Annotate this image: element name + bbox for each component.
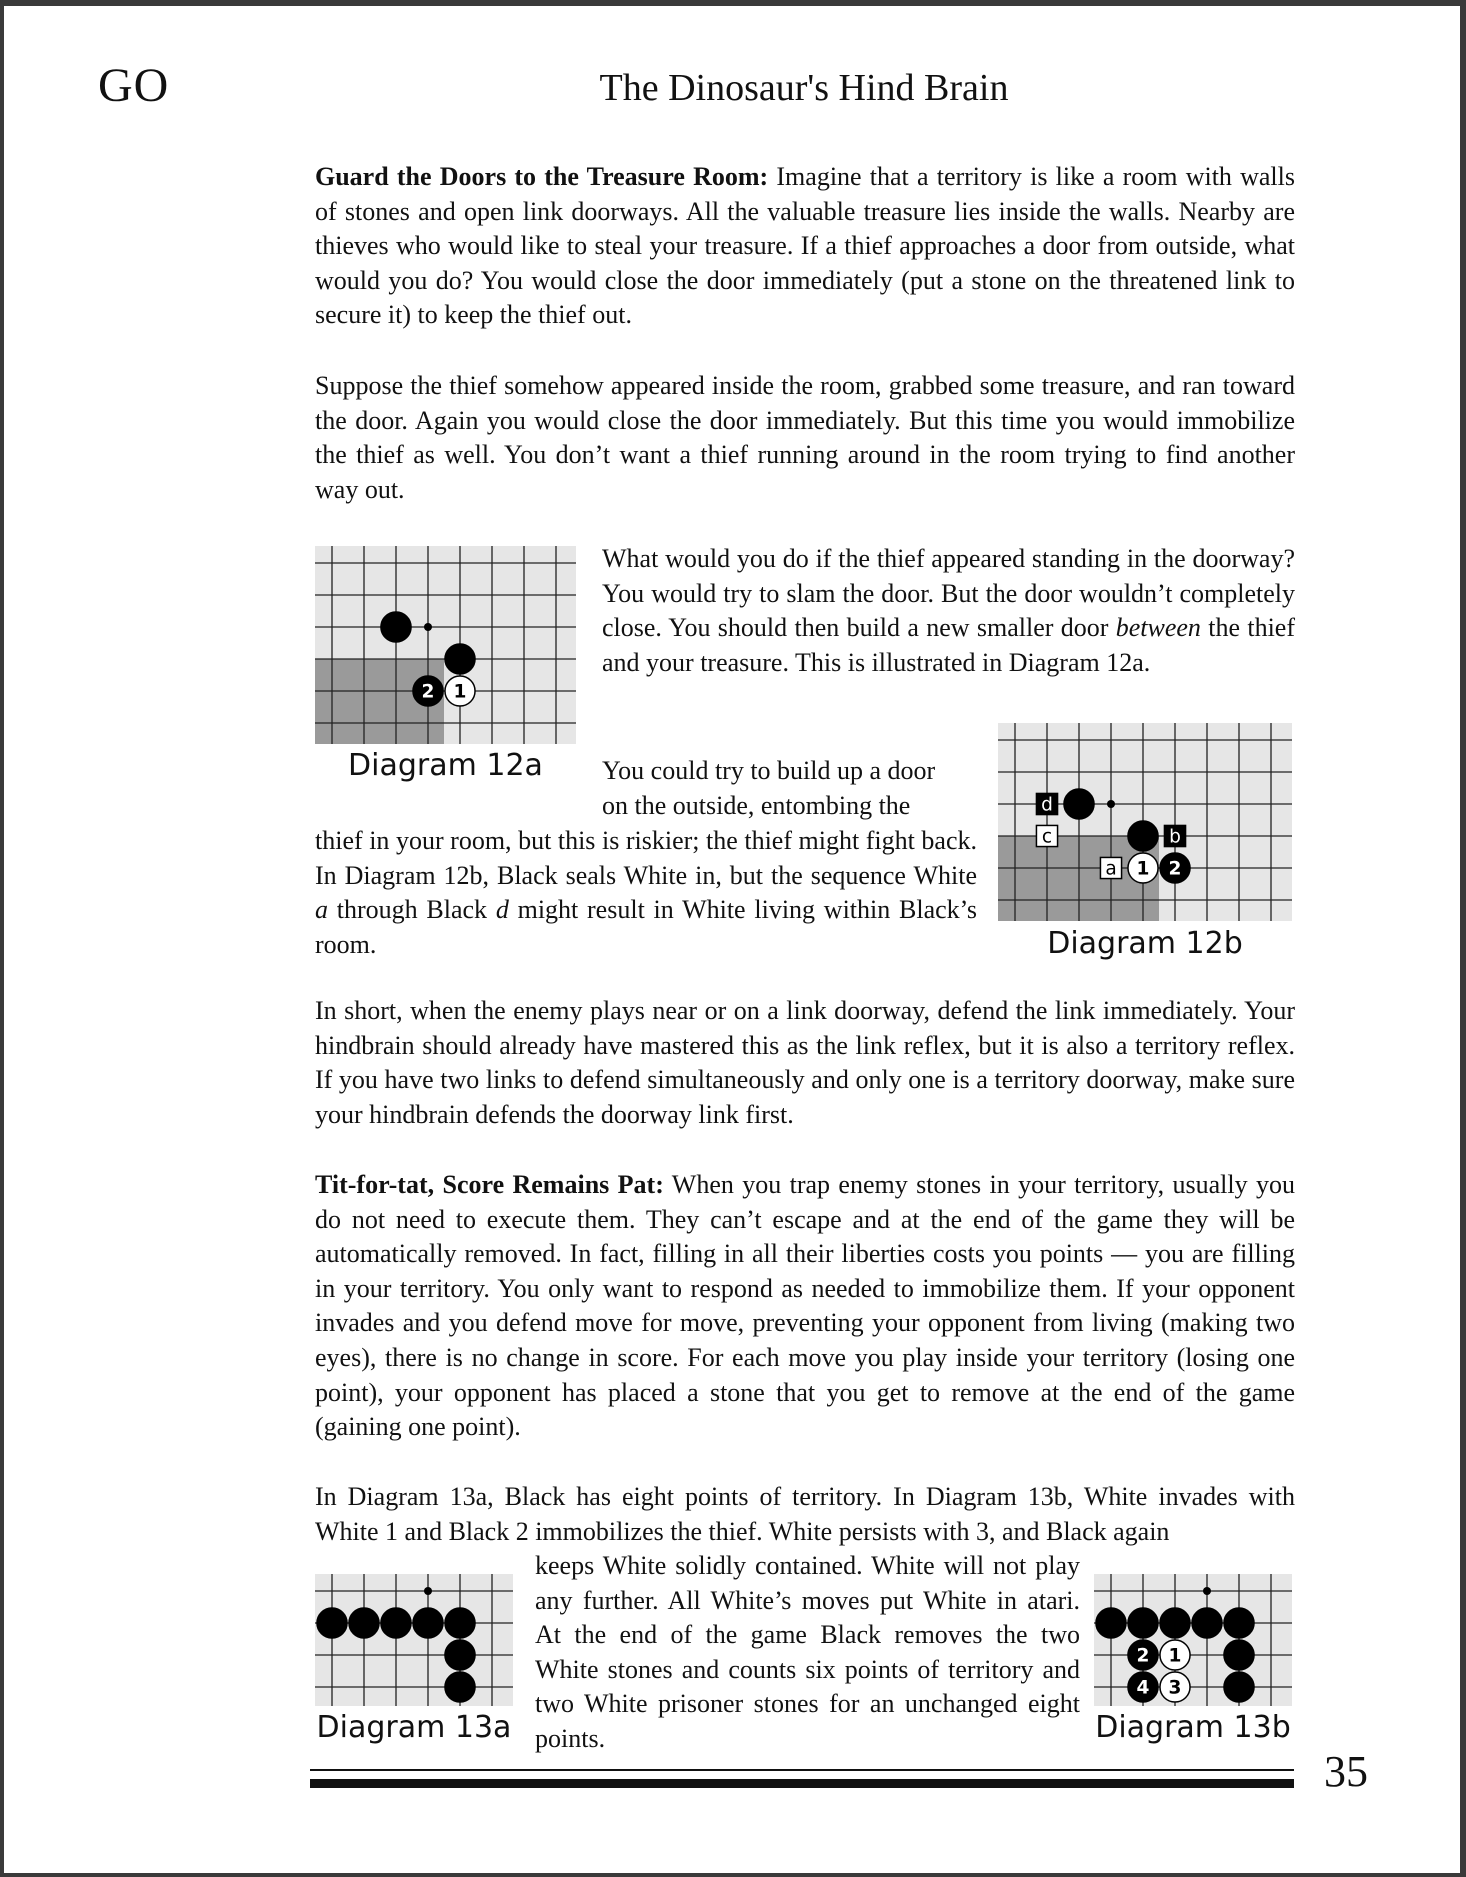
black-stone xyxy=(1224,1672,1254,1702)
paragraph-tit-for-tat: Tit-for-tat, Score Remains Pat: When you trap enemy stones in your territory, usually you do not need to execute them. They can’t escape and at the end of the game they will be automatically removed. In fact, filling in all their liberties costs you points — you are filling in your territory. You only want to respond as needed to immobilize them. If your opponent invades and you defend move for move, preventing your opponent from living (making two eyes), there is no change in score. For each move you play inside your territory (losing one point), your opponent has placed a stone that you get to remove at the end of the game (gaining one point). xyxy=(315,1170,1296,1442)
diagram-12b-board xyxy=(998,723,1292,921)
link-dot xyxy=(1107,800,1115,808)
chapter-title: The Dinosaur's Hind Brain xyxy=(599,67,1009,109)
paragraph-diagram-13-narrow: keeps White solidly contained. White will not play any further. All White’s moves put White in atari. At the end of the game Black removes the two White stones and counts six points of territory and two White prisoner stones for an unchanged eight points. xyxy=(535,1551,1080,1753)
footer-rule-thick xyxy=(310,1779,1294,1788)
point-label-letter: b xyxy=(1169,826,1181,848)
black-stone xyxy=(445,1608,475,1638)
footer-rule-thin xyxy=(310,1769,1294,1771)
black-stone xyxy=(381,612,411,642)
black-stone xyxy=(1128,1608,1158,1638)
stone-move-number: 4 xyxy=(1136,1677,1150,1699)
black-stone xyxy=(413,1608,443,1638)
point-label-letter: c xyxy=(1041,826,1053,848)
black-stone xyxy=(445,644,475,674)
diagram-12a-caption: Diagram 12a xyxy=(348,748,543,783)
paragraph-in-short: In short, when the enemy plays near or on a link doorway, defend the link immediately. Your hindbrain should already have mastered this as the link reflex, but it is also a territory reflex. If you have two links to defend simultaneously and only one is a territory doorway, make sure your hindbrain defends the doorway link first. xyxy=(315,996,1295,1129)
link-dot xyxy=(424,1587,432,1595)
link-dot xyxy=(1203,1587,1211,1595)
board-background xyxy=(315,1574,513,1706)
black-stone xyxy=(1096,1608,1126,1638)
go-board-grid xyxy=(315,546,576,744)
diagram-13b-caption: Diagram 13b xyxy=(1095,1710,1291,1745)
black-stone xyxy=(1224,1608,1254,1638)
black-stone xyxy=(1160,1608,1190,1638)
black-stone xyxy=(317,1608,347,1638)
stone-move-number: 2 xyxy=(1136,1645,1150,1667)
black-stone xyxy=(1064,789,1094,819)
link-dot xyxy=(424,623,432,631)
diagram-13a-caption: Diagram 13a xyxy=(316,1710,512,1745)
paragraph-heading: Tit-for-tat, Score Remains Pat: xyxy=(315,1170,664,1199)
stone-move-number: 1 xyxy=(1168,1645,1182,1667)
page-number: 35 xyxy=(1324,1747,1368,1796)
diagram-12b-caption: Diagram 12b xyxy=(1047,926,1243,961)
stone-move-number: 2 xyxy=(421,681,435,703)
paragraph-thief-inside: Suppose the thief somehow appeared inside the room, grabbed some treasure, and ran toward the door. Again you would close the door immediately. But this time you would immobilize the thief as well. You don’t want a thief running around in the room trying to find another way out. xyxy=(315,371,1295,504)
paragraph-guard-doors xyxy=(315,160,1295,333)
paragraph-heading: Guard the Doors to the Treasure Room: xyxy=(315,162,769,191)
book-page xyxy=(4,6,1460,1873)
paragraph-outside-door-line1: You could try to build up a door xyxy=(602,756,936,785)
paragraph-outside-door-line2: on the outside, entombing the xyxy=(602,791,911,820)
diagram-13a-board xyxy=(315,1574,513,1706)
black-stone xyxy=(381,1608,411,1638)
point-label-letter: d xyxy=(1041,794,1053,816)
black-stone xyxy=(1128,821,1158,851)
board-background xyxy=(1094,1574,1292,1706)
paragraph-body: Imagine that a territory is like a room with walls of stones and open link doorways. All the valuable treasure lies inside the walls. Nearby are thieves who would like to steal your treasure. If a thief approaches a door from outside, what would you do? You would close the door immediately (put a stone on the threatened link to secure it) to keep the thief out. xyxy=(315,162,1295,330)
black-stone xyxy=(349,1608,379,1638)
running-head-left: GO xyxy=(98,59,170,112)
stone-move-number: 1 xyxy=(1136,858,1150,880)
diagram-12a-board xyxy=(315,546,576,744)
stone-move-number: 3 xyxy=(1168,1677,1182,1699)
black-stone xyxy=(1192,1608,1222,1638)
stone-move-number: 2 xyxy=(1168,858,1182,880)
paragraph-doorway: What would you do if the thief appeared standing in the doorway? You would try to slam the door. But the door wouldn’t completely close. You should then build a new smaller door between the thief and your treasure. This is illustrated in Diagram 12a. xyxy=(602,544,1296,677)
black-stone xyxy=(445,1640,475,1670)
paragraph-outside-door-rest: thief in your room, but this is riskier; the thief might fight back. In Diagram 12b, Black seals White in, but the sequence White a through Black d might result in White living within Black’s room. xyxy=(315,826,977,959)
paragraph-diagram-13-full: In Diagram 13a, Black has eight points of territory. In Diagram 13b, White invades with White 1 and Black 2 immobilizes the thief. White persists with 3, and Black again xyxy=(315,1482,1295,1546)
point-label-letter: a xyxy=(1105,858,1117,880)
stone-move-number: 1 xyxy=(453,681,467,703)
black-stone xyxy=(445,1672,475,1702)
black-stone xyxy=(1224,1640,1254,1670)
diagram-13b-board xyxy=(1094,1574,1292,1706)
